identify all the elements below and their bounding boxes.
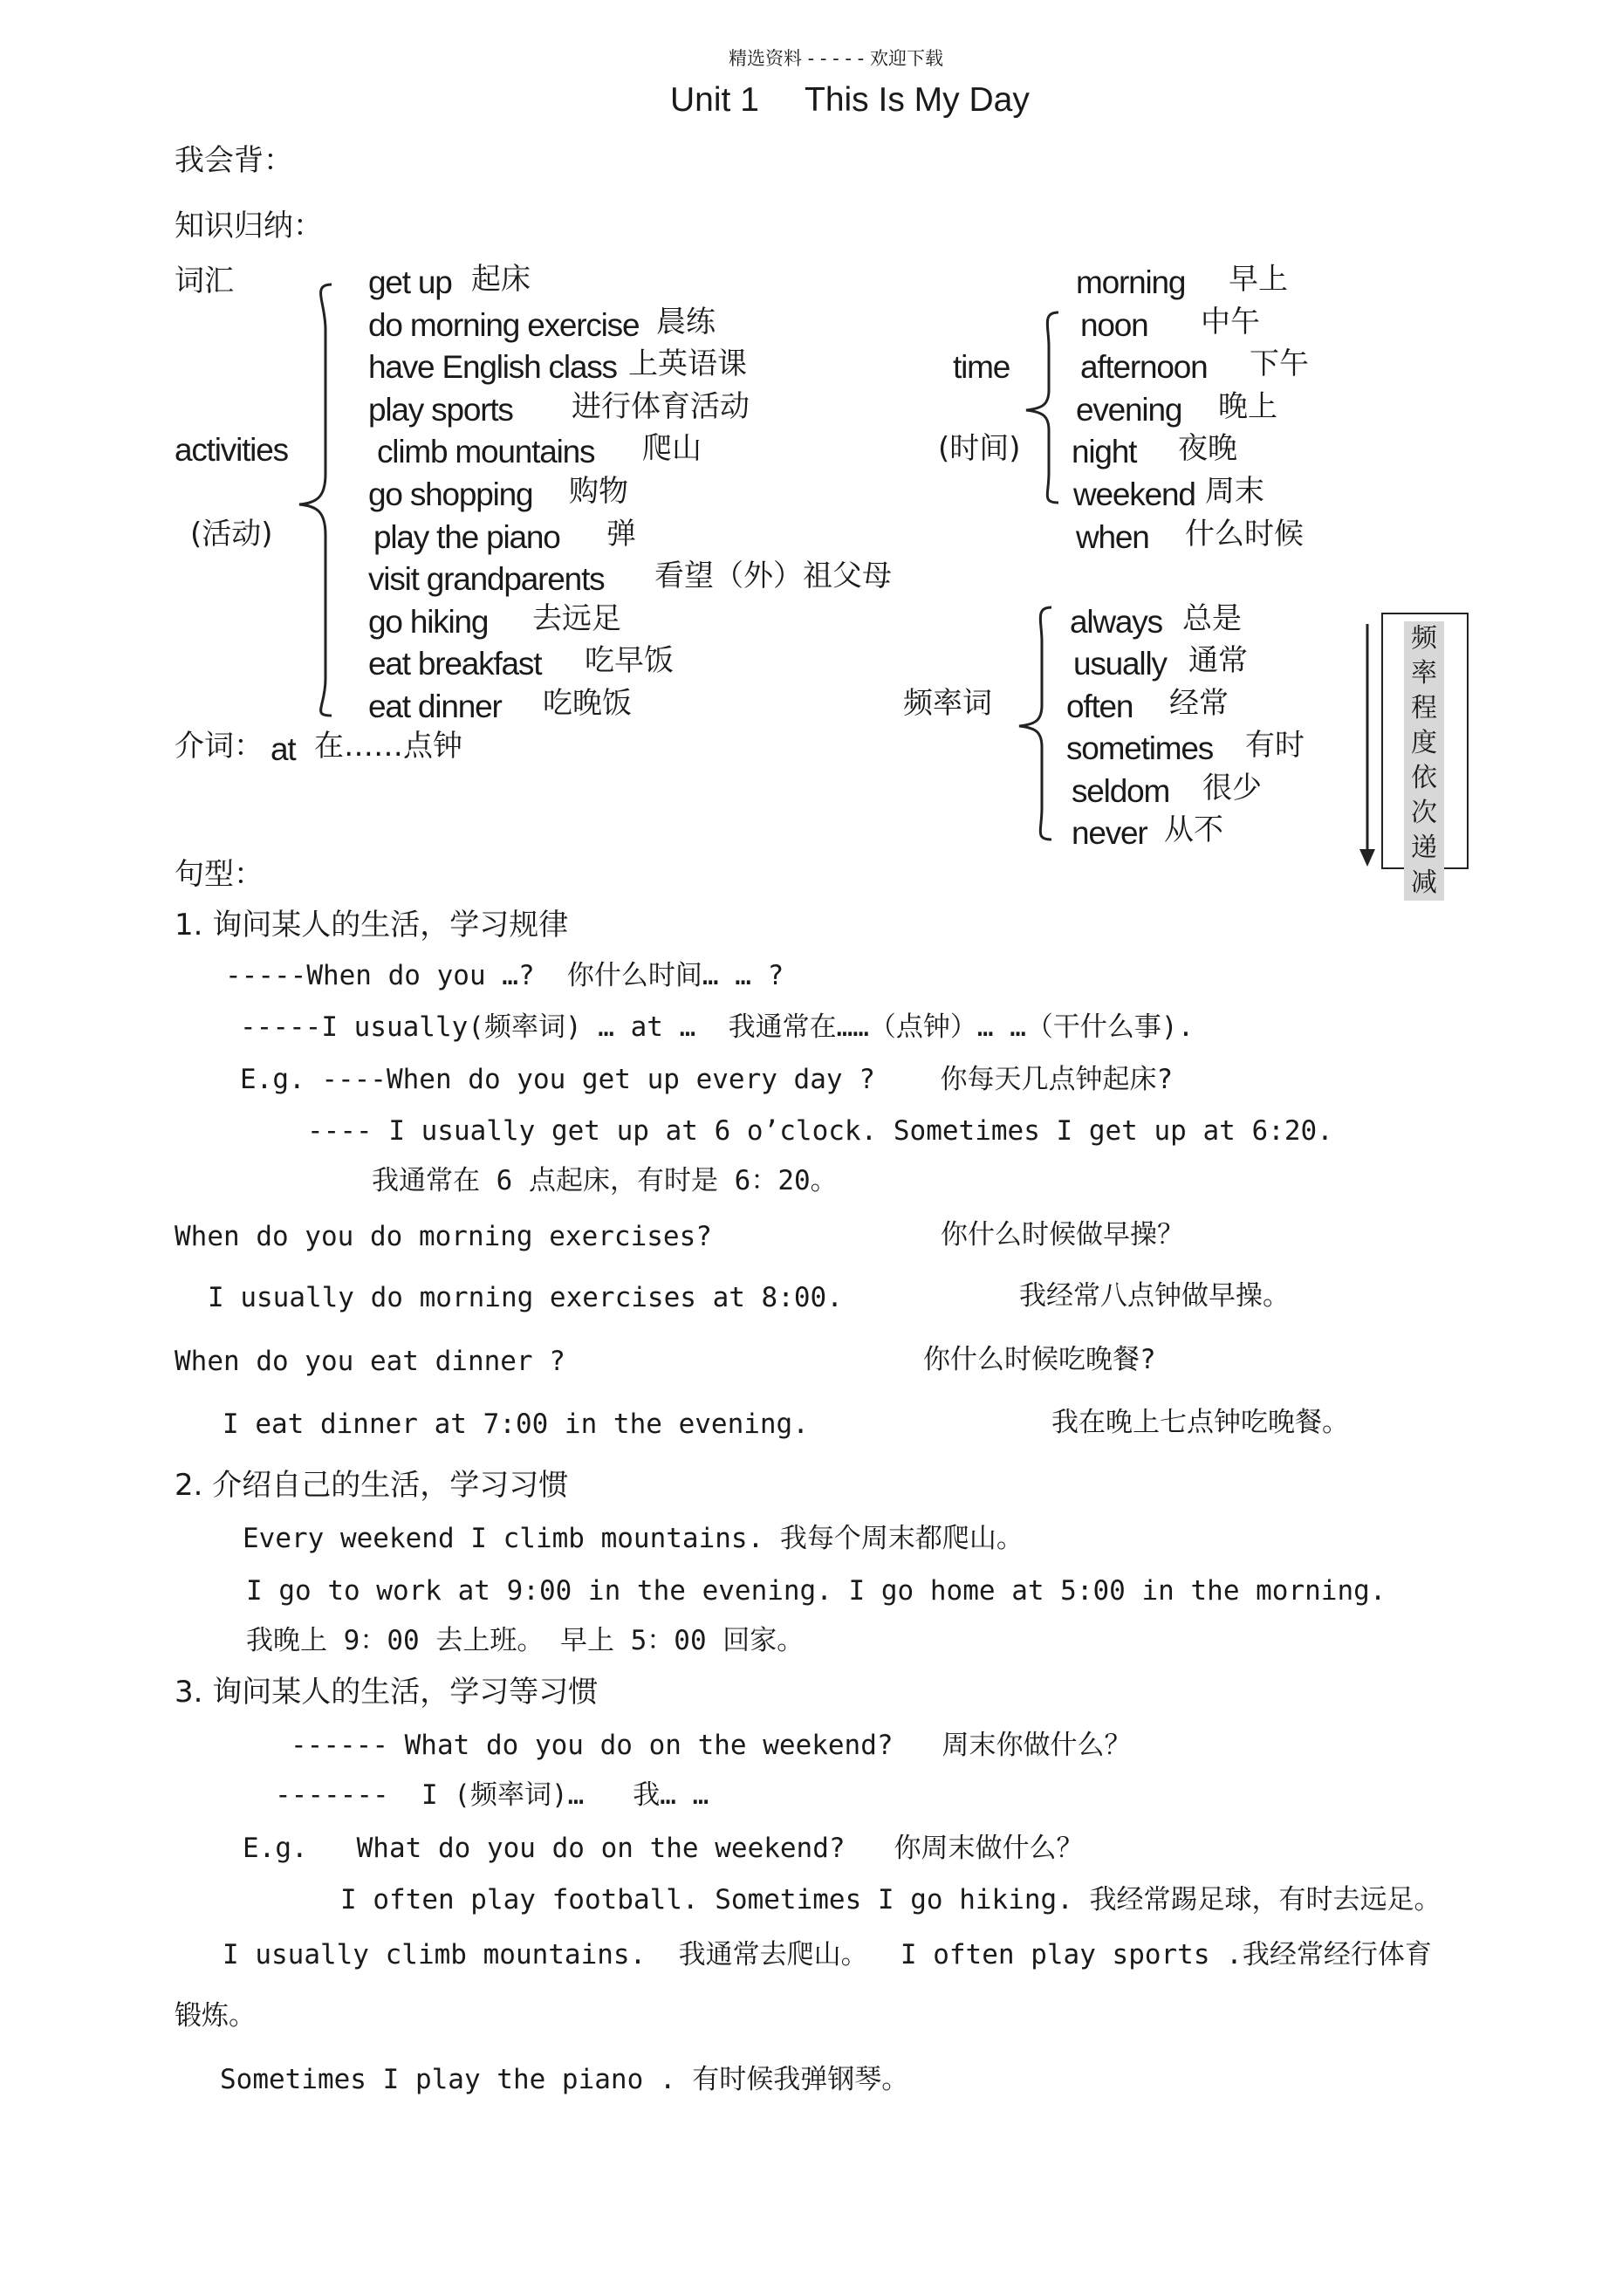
s1-example-question: E.g. ----When do you get up every day ? 你每天几点钟起床? — [240, 1064, 1174, 1095]
example-2-zh: 我经常八点钟做早操。 — [1019, 1280, 1290, 1312]
activity-en: get up — [368, 264, 452, 300]
frequency-en: seldom — [1072, 773, 1170, 809]
activities-brace — [292, 278, 345, 723]
activities-label: activities — [175, 432, 288, 468]
box-char: 递 — [1411, 833, 1437, 863]
time-zh: 下午 — [1250, 346, 1309, 381]
activity-zh: 购物 — [569, 474, 628, 509]
activity-en: eat dinner — [368, 689, 502, 724]
box-char: 度 — [1411, 728, 1437, 758]
preposition-meaning: 在……点钟 — [314, 729, 462, 764]
box-char: 次 — [1411, 798, 1437, 828]
frequency-en: often — [1066, 689, 1133, 724]
frequency-zh: 很少 — [1202, 771, 1262, 805]
section-3-title: 3. 询问某人的生活，学习等习惯 — [175, 1675, 599, 1710]
time-en: afternoon — [1080, 349, 1208, 385]
box-char: 率 — [1411, 658, 1437, 689]
time-brace — [1019, 307, 1067, 508]
activity-en: play sports — [368, 392, 513, 428]
s2-line-2: I go to work at 9:00 in the evening. I go home at 5:00 in the morning. — [246, 1575, 1387, 1607]
frequency-en: always — [1070, 604, 1162, 640]
activity-zh: 起床 — [471, 262, 531, 297]
s3-line-1: I usually climb mountains. 我通常去爬山。 I often play sports .我经常经行体育 — [223, 1939, 1432, 1970]
s3-line-1-cont: 锻炼。 — [175, 2000, 256, 2032]
section-1-title: 1. 询问某人的生活，学习规律 — [175, 908, 569, 942]
activity-en: go hiking — [368, 604, 489, 640]
page-title: This Is My Day — [805, 81, 1030, 119]
frequency-label: 频率词 — [903, 686, 992, 721]
frequency-en: usually — [1073, 646, 1167, 682]
box-char: 程 — [1411, 693, 1437, 723]
time-en: evening — [1076, 392, 1182, 428]
time-zh: 中午 — [1201, 305, 1260, 339]
time-zh: 晚上 — [1218, 389, 1277, 424]
activity-en: visit grandparents — [368, 561, 605, 597]
preposition-word: at — [270, 731, 296, 767]
frequency-zh: 经常 — [1169, 686, 1229, 721]
s3-line-2: Sometimes I play the piano . 有时候我弹钢琴。 — [220, 2064, 909, 2095]
box-char: 频 — [1411, 623, 1437, 654]
activity-zh: 晨练 — [656, 305, 716, 339]
frequency-zh: 从不 — [1164, 812, 1223, 847]
down-arrow-icon — [1357, 624, 1378, 868]
frequency-en: sometimes — [1066, 730, 1214, 766]
activity-zh: 去远足 — [532, 601, 621, 636]
s2-line-1: Every weekend I climb mountains. 我每个周末都爬山。 — [243, 1523, 1024, 1554]
activity-zh: 吃晚饭 — [543, 686, 632, 721]
activity-en: do morning exercise — [368, 307, 640, 343]
s3-question: ------ What do you do on the weekend? 周末你做什么？ — [291, 1730, 1132, 1761]
activity-zh: 看望（外）祖父母 — [654, 559, 892, 593]
s3-answer: ------- I (频率词)… 我… … — [275, 1779, 709, 1811]
activity-en: go shopping — [368, 476, 533, 512]
box-char: 依 — [1411, 763, 1437, 793]
time-zh: 周末 — [1205, 474, 1264, 509]
time-en: when — [1076, 519, 1149, 555]
section-2-title: 2. 介绍自己的生活，学习习惯 — [175, 1468, 569, 1503]
patterns-heading: 句型： — [175, 857, 264, 892]
frequency-zh: 通常 — [1188, 643, 1248, 678]
example-4-zh: 我在晚上七点钟吃晚餐。 — [1051, 1407, 1349, 1438]
time-en: morning — [1076, 264, 1186, 300]
activity-en: play the piano — [373, 519, 560, 555]
frequency-zh: 总是 — [1182, 601, 1242, 636]
s3-example-answer: I often play football. Sometimes I go hiking. 我经常踢足球，有时去远足。 — [340, 1884, 1442, 1916]
activity-zh: 吃早饭 — [585, 643, 674, 678]
activity-en: have English class — [368, 349, 617, 385]
example-3-en: When do you eat dinner ? — [175, 1346, 565, 1377]
activity-zh: 弹 — [606, 517, 636, 552]
time-en: night — [1072, 434, 1137, 469]
activity-en: eat breakfast — [368, 646, 542, 682]
time-en: noon — [1080, 307, 1148, 343]
s1-example-answer-zh: 我通常在 6 点起床，有时是 6：20。 — [372, 1165, 838, 1196]
example-2-en: I usually do morning exercises at 8:00. — [208, 1282, 843, 1313]
activities-label-zh: (活动) — [190, 517, 273, 552]
time-zh: 什么时候 — [1185, 517, 1304, 552]
example-1-en: When do you do morning exercises? — [175, 1221, 712, 1252]
recite-label: 我会背： — [175, 143, 293, 178]
frequency-en: never — [1072, 815, 1147, 851]
header-watermark: 精选资料 - - - - - 欢迎下载 — [729, 48, 943, 69]
s1-example-answer: ---- I usually get up at 6 o’clock. Sometimes I get up at 6:20. — [307, 1115, 1333, 1147]
time-zh: 早上 — [1229, 262, 1288, 297]
s2-line-3: 我晚上 9：00 去上班。 早上 5：00 回家。 — [246, 1625, 805, 1656]
time-en: weekend — [1073, 476, 1195, 512]
activity-en: climb mountains — [377, 434, 595, 469]
vocab-label: 词汇 — [175, 264, 234, 298]
box-char: 减 — [1411, 867, 1437, 898]
frequency-brace — [1012, 602, 1060, 845]
s1-answer: -----I usually(频率词) … at … 我通常在……（点钟）… …（干什么事). — [240, 1011, 1195, 1043]
time-label-zh: (时间) — [938, 431, 1021, 466]
frequency-zh: 有时 — [1245, 728, 1305, 763]
activity-zh: 上英语课 — [628, 346, 747, 381]
example-1-zh: 你什么时候做早操？ — [941, 1219, 1184, 1251]
preposition-label: 介词： — [175, 729, 264, 764]
unit-number: Unit 1 — [670, 81, 759, 119]
frequency-order-text — [1404, 621, 1444, 901]
example-3-zh: 你什么时候吃晚餐? — [923, 1344, 1156, 1375]
s3-example-question: E.g. What do you do on the weekend? 你周末做什么？ — [243, 1833, 1084, 1864]
activity-zh: 爬山 — [642, 431, 702, 466]
time-label: time — [953, 349, 1010, 385]
time-zh: 夜晚 — [1178, 431, 1237, 466]
activity-zh: 进行体育活动 — [572, 389, 750, 424]
s1-question: -----When do you …? 你什么时间… … ? — [225, 960, 784, 991]
summary-label: 知识归纳： — [175, 209, 323, 243]
example-4-en: I eat dinner at 7:00 in the evening. — [223, 1408, 809, 1440]
